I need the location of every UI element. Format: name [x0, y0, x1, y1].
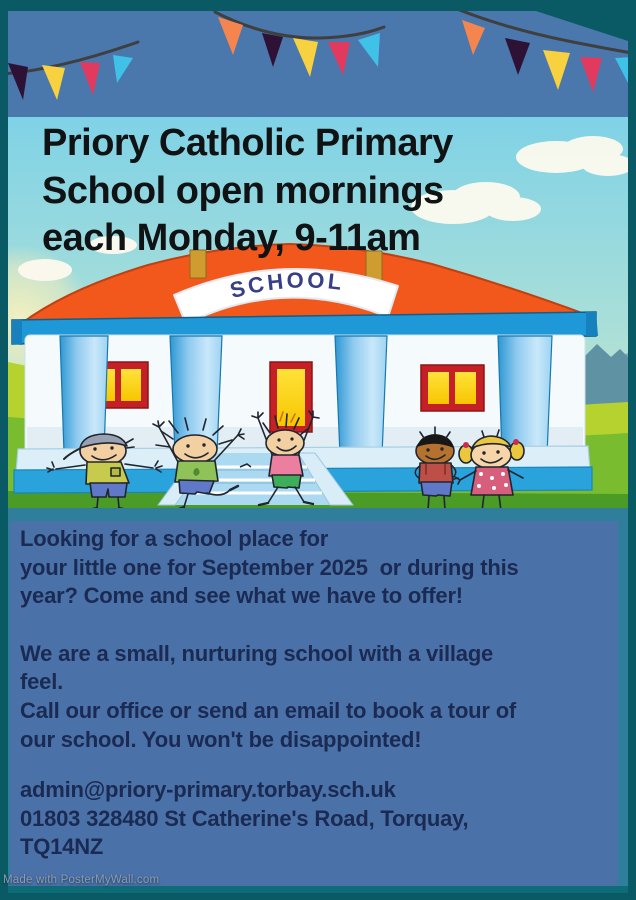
title-line-2: School open mornings	[42, 169, 444, 212]
body-line: our school. You won't be disappointed!	[20, 726, 422, 752]
intro-paragraph	[20, 525, 618, 611]
contact-email: admin@priory-primary.torbay.sch.uk	[20, 777, 396, 803]
title-line-3: each Monday, 9-11am	[42, 217, 421, 259]
info-panel	[10, 521, 618, 886]
contact-details	[20, 776, 618, 862]
bunting-flags-middle	[218, 17, 380, 77]
title-line-1: Priory Catholic Primary	[42, 122, 453, 164]
bunting-icon	[8, 11, 628, 118]
contact-postcode: TQ14NZ	[20, 834, 104, 860]
poster-title	[42, 120, 617, 263]
body-line: Looking for a school place for	[20, 526, 329, 551]
body-line: your little one for September 2025 or during this	[20, 554, 519, 580]
body-line: We are a small, nurturing school with a village	[20, 640, 494, 666]
school-sign-text: SCHOOL	[227, 267, 346, 304]
contact-phone-address: 01803 328480 St Catherine's Road, Torquay,	[20, 805, 469, 831]
postermywall-watermark: Made with PosterMyWall.com	[3, 874, 160, 886]
window-right	[421, 365, 484, 411]
description-paragraph	[20, 640, 618, 754]
body-line: year? Come and see what we have to offer!	[20, 583, 463, 609]
body-line: Call our office or send an email to book a tour of	[20, 697, 517, 723]
header-banner	[8, 11, 628, 118]
body-line: feel.	[20, 669, 64, 695]
bottom-strip	[8, 886, 628, 893]
